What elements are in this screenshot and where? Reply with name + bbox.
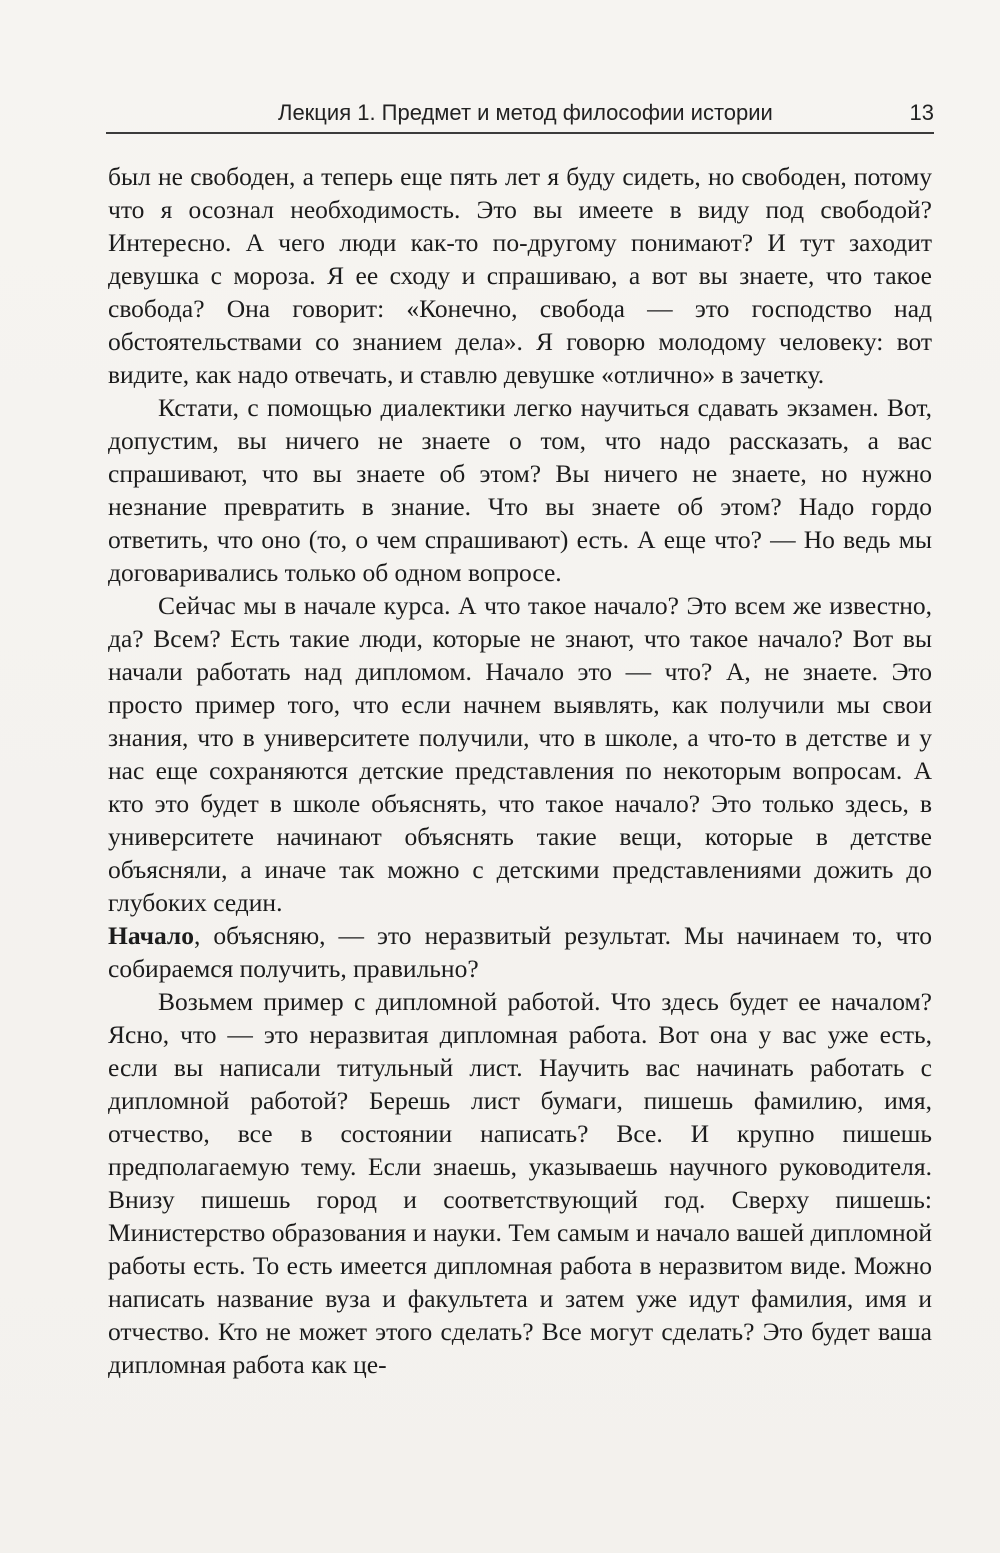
- running-header: [106, 94, 934, 128]
- paragraph-4: [108, 919, 932, 985]
- header-rule: [106, 132, 934, 134]
- bold-term: Начало: [108, 921, 194, 950]
- paragraph-5: Возьмем пример с дипломной работой. Что здесь будет ее началом? Ясно, что — это неразвитая дипломная работа. Вот она у вас уже есть, если вы написали титульный лист. Научить вас начинать работать с дипломной работой? Берешь лист бумаги, пишешь фамилию, имя, отчество, все в состоянии написать? Все. И крупно пишешь предполагаемую тему. Если знаешь, указываешь научного руководителя. Внизу пишешь город и соответствующий год. Сверху пишешь: Министерство образования и науки. Тем самым и начало вашей дипломной работы есть. То есть имеется дипломная работа в неразвитом виде. Можно написать название вуза и факультета и затем уже идут фамилия, имя и отчество. Кто не может этого сделать? Все могут сделать? Это будет ваша дипломная работа как це-: [108, 987, 932, 1379]
- paragraph-2: Кстати, с помощью диалектики легко научиться сдавать экзамен. Вот, допустим, вы ничего не знаете о том, что надо рассказать, а вас спрашивают, что вы знаете об этом? Вы ничего не знаете, но нужно незнание превратить в знание. Что вы знаете об этом? Надо гордо ответить, что оно (то, о чем спрашивают) есть. А еще что? — Но ведь мы договаривались только об одном вопросе.: [108, 393, 932, 587]
- chapter-title: Лекция 1. Предмет и метод философии истории: [278, 100, 773, 125]
- page-number: 13: [909, 100, 934, 125]
- page-content: [108, 160, 932, 1381]
- paragraph-3: Сейчас мы в начале курса. А что такое начало? Это всем же известно, да? Всем? Есть такие люди, которые не знают, что такое начало? Вот вы начали работать над дипломом. Начало это — что? А, не знаете. Это просто пример того, что если начнем выявлять, как получили мы свои знания, что в университете получили, что в школе, а что-то в детстве и у нас еще сохраняются детские представления по некоторым вопросам. А кто это будет в школе объяснять, что такое начало? Это только здесь, в университете начинают объяснять такие вещи, которые в детстве объясняли, а иначе так можно с детскими представлениями дожить до глубоких седин.: [108, 591, 932, 917]
- paragraph-1: был не свободен, а теперь еще пять лет я буду сидеть, но свободен, потому что я осознал необходимость. Это вы имеете в виду под свободой? Интересно. А чего люди как-то по-другому понимают? И тут заходит девушка с мороза. Я ее сходу и спрашиваю, а вот вы знаете, что такое свобода? Она говорит: «Конечно, свобода — это господство над обстоятельствами со знанием дела». Я говорю молодому человеку: вот видите, как надо отвечать, и ставлю девушке «отлично» в зачетку.: [108, 162, 932, 389]
- paragraph-4-text: , объясняю, — это неразвитый результат. Мы начинаем то, что собираемся получить, правильно?: [108, 921, 932, 983]
